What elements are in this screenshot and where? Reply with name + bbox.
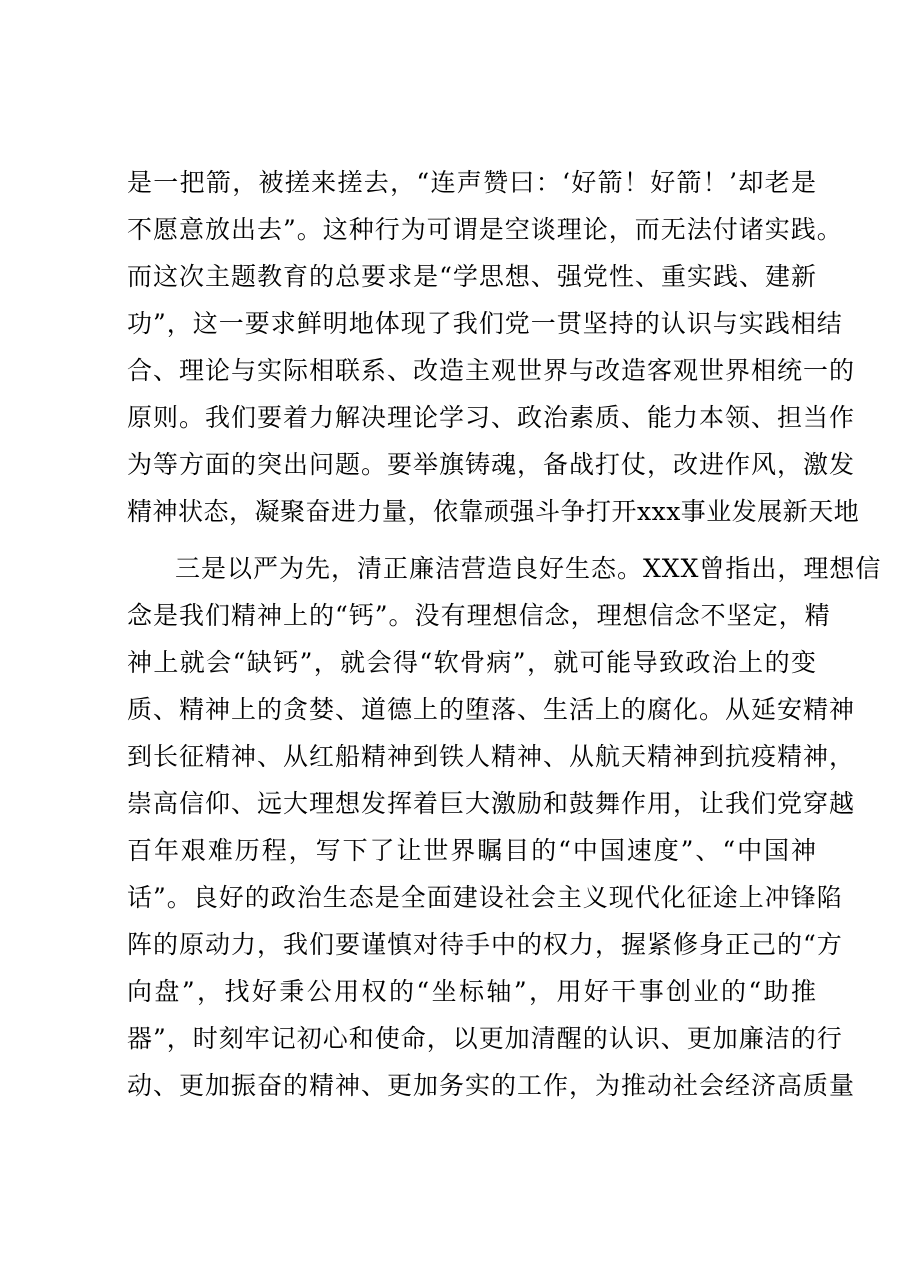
- text-line: 动、更加振奋的精神、更加务实的工作，为推动社会经济高质量: [127, 1071, 856, 1100]
- text-line: 质、精神上的贪婪、道德上的堕落、生活上的腐化。从延安精神: [127, 695, 856, 724]
- text-line: 三是以严为先，清正廉洁营造良好生态。XXX曾指出，理想信: [175, 554, 882, 583]
- text-line: 到长征精神、从红船精神到铁人精神、从航天精神到抗疫精神，: [127, 742, 856, 771]
- text-line: 不愿意放出去”。这种行为可谓是空谈理论，而无法付诸实践。: [127, 215, 843, 244]
- text-line: 百年艰难历程，写下了让世界瞩目的“中国速度”、“中国神: [127, 836, 817, 865]
- text-line: 功”，这一要求鲜明地体现了我们党一贯坚持的认识与实践相结: [127, 309, 843, 338]
- text-line: 神上就会“缺钙”，就会得“软骨病”，就可能导致政治上的变: [127, 648, 817, 677]
- text-line: 原则。我们要着力解决理论学习、政治素质、能力本领、担当作: [127, 403, 856, 432]
- text-line: 阵的原动力，我们要谨慎对待手中的权力，握紧修身正己的“方: [127, 930, 843, 959]
- text-line: 器”，时刻牢记初心和使命，以更加清醒的认识、更加廉洁的行: [127, 1024, 843, 1053]
- text-line: 话”。良好的政治生态是全面建设社会主义现代化征途上冲锋陷: [127, 883, 843, 912]
- text-line: 是一把箭，被搓来搓去，“连声赞曰：‘好箭！好箭！’却老是: [127, 168, 817, 197]
- text-line: 崇高信仰、远大理想发挥着巨大激励和鼓舞作用，让我们党穿越: [127, 789, 856, 818]
- text-line: 而这次主题教育的总要求是“学思想、强党性、重实践、建新: [127, 262, 817, 291]
- text-line: 合、理论与实际相联系、改造主观世界与改造客观世界相统一的: [127, 356, 856, 385]
- text-line: 向盘”，找好秉公用权的“坐标轴”，用好干事创业的“助推: [127, 977, 817, 1006]
- text-line: 精神状态，凝聚奋进力量，依靠顽强斗争打开xxx事业发展新天地: [127, 497, 860, 526]
- text-line: 念是我们精神上的“钙”。没有理想信念，理想信念不坚定，精: [127, 601, 831, 630]
- text-line: 为等方面的突出问题。要举旗铸魂，备战打仗，改进作风，激发: [127, 450, 856, 479]
